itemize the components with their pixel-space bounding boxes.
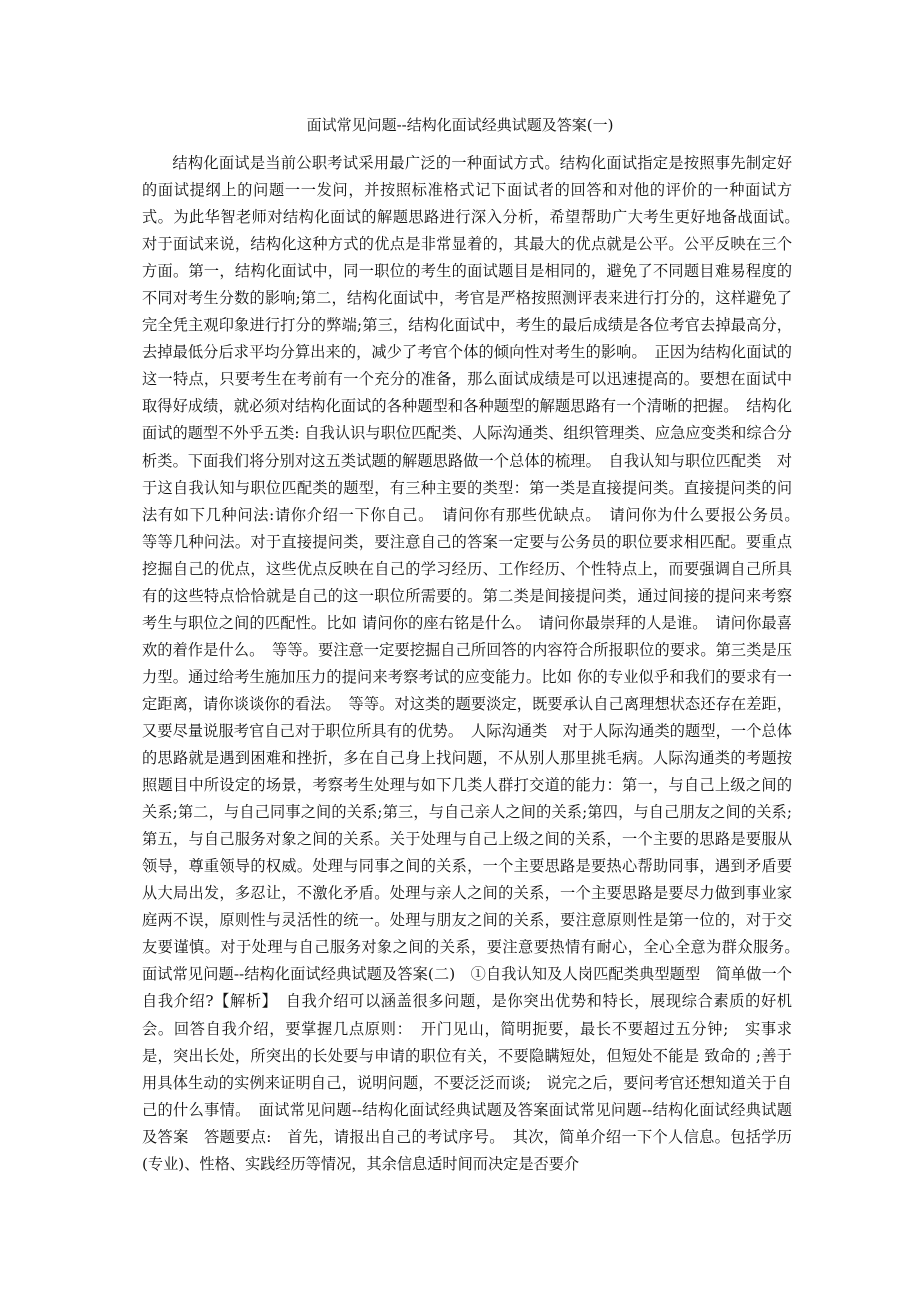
document-body-text: 结构化面试是当前公职考试采用最广泛的一种面试方式。结构化面试指定是按照事先制定好的面试提纲上的问题一一发问，并按照标准格式记下面试者的回答和对他的评价的一种面试方式。为此华智老师对结构化面试的解题思路进行深入分析，希望帮助广大考生更好地备战面试。 对于面试来说，结构化这种方式的优点是非常显着的，其最大的优点就是公平。公平反映在三个方面。第一，结构化面试中，同一职位的考生的面试题目是相同的，避免了不同题目难易程度的不同对考生分数的影响;第二，结构化面试中，考官是严格按照测评表来进行打分的，这样避免了完全凭主观印象进行打分的弊端;第三，结构化面试中，考生的最后成绩是各位考官去掉最高分，去掉最低分后求平均分算出来的，减少了考官个体的倾向性对考生的影响。 正因为结构化面试的这一特点，只要考生在考前有一个充分的准备，那么面试成绩是可以迅速提高的。要想在面试中取得好成绩，就必须对结构化面试的各种题型和各种题型的解题思路有一个清晰的把握。 结构化面试的题型不外乎五类: 自我认识与职位匹配类、人际沟通类、组织管理类、应急应变类和综合分析类。下面我们将分别对这五类试题的解题思路做一个总体的梳理。 自我认知与职位匹配类 对于这自我认知与职位匹配类的题型，有三种主要的类型：第一类是直接提问类。直接提问类的问法有如下几种问法:请你介绍一下你自己。 请问你有那些优缺点。 请问你为什么要报公务员。 等等几种问法。对于直接提问类，要注意自己的答案一定要与公务员的职位要求相匹配。要重点挖掘自己的优点，这些优点反映在自己的学习经历、工作经历、个性特点上，而要强调自己所具有的这些特点恰恰就是自己的这一职位所需要的。第二类是间接提问类，通过间接的提问来考察考生与职位之间的匹配性。比如 请问你的座右铭是什么。 请问你最崇拜的人是谁。 请问你最喜欢的着作是什么。 等等。要注意一定要挖掘自己所回答的内容符合所报职位的要求。第三类是压力型。通过给考生施加压力的提问来考察考试的应变能力。比如 你的专业似乎和我们的要求有一定距离，请你谈谈你的看法。 等等。对这类的题要淡定，既要承认自己离理想状态还存在差距，又要尽量说服考官自己对于职位所具有的优势。 人际沟通类 对于人际沟通类的题型，一个总体的思路就是遇到困难和挫折，多在自己身上找问题，不从别人那里挑毛病。人际沟通类的考题按照题目中所设定的场景，考察考生处理与如下几类人群打交道的能力：第一，与自己上级之间的关系;第二，与自己同事之间的关系;第三，与自己亲人之间的关系;第四，与自己朋友之间的关系;第五，与自己服务对象之间的关系。关于处理与自己上级之间的关系，一个主要的思路是要服从领导，尊重领导的权威。处理与同事之间的关系，一个主要思路是要热心帮助同事，遇到矛盾要从大局出发，多忍让，不激化矛盾。处理与亲人之间的关系，一个主要思路是要尽力做到事业家庭两不误，原则性与灵活性的统一。处理与朋友之间的关系，要注意原则性是第一位的，对于交友要谨慎。对于处理与自己服务对象之间的关系，要注意要热情有耐心，全心全意为群众服务。 面试常见问题--结构化面试经典试题及答案(二) ①自我认知及人岗匹配类典型题型 简单做一个自我介绍?【解析】 自我介绍可以涵盖很多问题，是你突出优势和特长，展现综合素质的好机会。回答自我介绍，要掌握几点原则： 开门见山，简明扼要，最长不要超过五分钟; 实事求是，突出长处，所突出的长处要与申请的职位有关，不要隐瞒短处，但短处不能是 致命的 ;善于用具体生动的实例来证明自己，说明问题，不要泛泛而谈; 说完之后，要问考官还想知道关于自己的什么事情。 面试常见问题--结构化面试经典试题及答案面试常见问题--结构化面试经典试题及答案 答题要点: 首先，请报出自己的考试序号。 其次，简单介绍一下个人信息。包括学历(专业)、性格、实践经历等情况，其余信息适时间而决定是否要介 xyxy=(142,154,808,1173)
document-body xyxy=(142,150,808,1178)
document-title: 面试常见问题--结构化面试经典试题及答案(一) xyxy=(306,116,614,134)
